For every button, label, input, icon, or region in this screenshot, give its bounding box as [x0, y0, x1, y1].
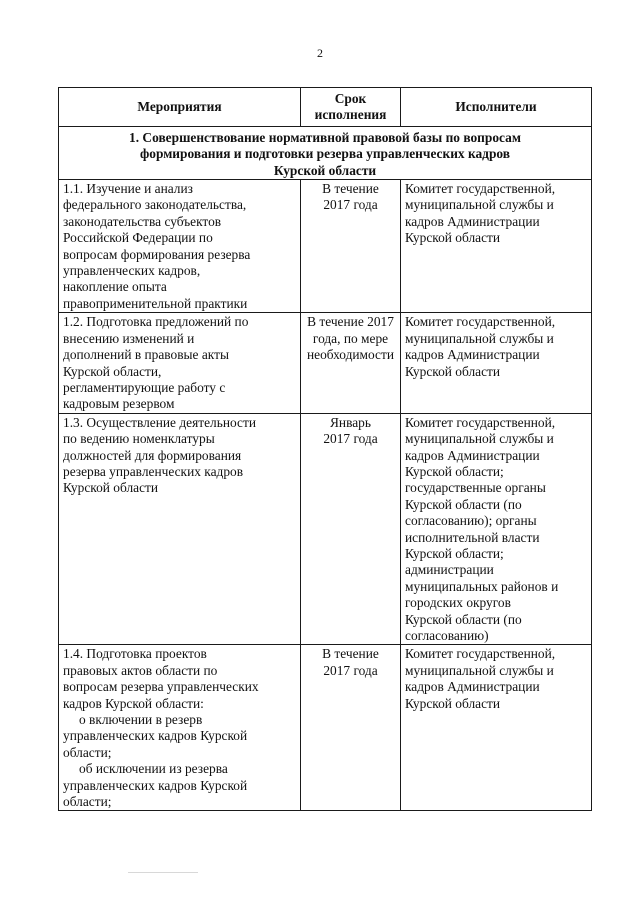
term-line: Январь	[330, 414, 371, 430]
activity-line: кадровым резервом	[63, 396, 175, 412]
activity-line: законодательства субъектов	[63, 213, 222, 229]
activity-subitem-line: управленческих кадров Курской	[63, 777, 248, 793]
executors-cell	[401, 645, 592, 811]
activity-line: внесению изменений и	[63, 330, 195, 346]
executor-line: государственные органы	[405, 480, 546, 496]
table-row	[59, 180, 592, 313]
activity-subitem-line: области;	[63, 744, 112, 760]
executors-cell	[401, 413, 592, 645]
executor-line: муниципальной службы и	[405, 197, 554, 213]
section-row	[59, 126, 592, 179]
executor-line: Комитет государственной,	[405, 646, 556, 662]
executor-line: кадров Администрации	[405, 447, 540, 463]
section-title-line2: формирования и подготовки резерва управленческих кадров	[139, 146, 510, 162]
section-title-line3: Курской области	[273, 162, 377, 178]
term-line: 2017 года	[323, 197, 378, 213]
term-line: года, по мере	[312, 330, 389, 346]
term-cell	[301, 313, 401, 413]
term-line: необходимости	[306, 347, 395, 363]
term-cell	[301, 645, 401, 811]
activity-line: регламентирующие работу с	[63, 379, 226, 395]
activity-line: кадров Курской области:	[63, 695, 204, 711]
executor-line: исполнительной власти	[405, 529, 540, 545]
page-number: 2	[317, 46, 323, 60]
executor-line: Комитет государственной,	[405, 181, 556, 197]
activities-table	[58, 87, 592, 811]
executor-line: администрации	[405, 562, 494, 578]
activity-line: Курской области,	[63, 363, 162, 379]
activity-subitem-line: управленческих кадров Курской	[63, 728, 248, 744]
executors-cell	[401, 313, 592, 413]
activity-line: управленческих кадров,	[63, 263, 201, 279]
section-title	[59, 126, 592, 179]
header-term	[301, 88, 401, 127]
executor-line: муниципальной службы и	[405, 662, 554, 678]
term-line: В течение	[322, 646, 379, 662]
activity-line: должностей для формирования	[63, 447, 242, 463]
header-term-line2: исполнения	[314, 107, 387, 123]
executor-line: муниципальной службы и	[405, 431, 554, 447]
term-line: 2017 года	[323, 662, 378, 678]
scan-mark	[128, 872, 198, 873]
activity-line: вопросам резерва управленческих	[63, 679, 259, 695]
term-line: В течение 2017	[307, 314, 394, 330]
activity-line: правоприменительной практики	[63, 295, 248, 311]
term-line: В течение	[322, 181, 379, 197]
header-executors: Исполнители	[401, 88, 592, 127]
executor-line: муниципальных районов и	[405, 578, 559, 594]
activity-line: дополнений в правовые акты	[63, 347, 229, 363]
term-line: 2017 года	[323, 431, 378, 447]
executor-line: Комитет государственной,	[405, 414, 556, 430]
executor-line: Курской области	[405, 230, 501, 246]
activity-cell	[59, 645, 301, 811]
activity-line: 1.4. Подготовка проектов	[63, 646, 207, 662]
activity-subitem-line: об исключении из резерва	[79, 761, 228, 777]
activity-line: накопление опыта	[63, 279, 167, 295]
section-title-line1: 1. Совершенствование нормативной правовой базы по вопросам	[129, 129, 521, 145]
activity-line: федерального законодательства,	[63, 197, 247, 213]
activity-cell	[59, 313, 301, 413]
header-term-line1: Срок	[334, 91, 367, 106]
activity-line: Курской области	[63, 480, 159, 496]
executor-line: муниципальной службы и	[405, 330, 554, 346]
executor-line: Курской области;	[405, 545, 504, 561]
executor-line: Курской области;	[405, 463, 504, 479]
executor-line: согласованию)	[405, 628, 489, 643]
activity-subitem-line: области;	[63, 794, 112, 810]
activity-line: резерва управленческих кадров	[63, 463, 244, 479]
table-row	[59, 645, 592, 811]
executor-line: Курской области	[405, 695, 501, 711]
term-cell	[301, 180, 401, 313]
activity-line: 1.2. Подготовка предложений по	[63, 314, 249, 330]
activity-cell	[59, 413, 301, 645]
executor-line: кадров Администрации	[405, 347, 540, 363]
executor-line: кадров Администрации	[405, 679, 540, 695]
executor-line: Комитет государственной,	[405, 314, 556, 330]
executor-line: городских округов	[405, 595, 511, 611]
executor-line: кадров Администрации	[405, 213, 540, 229]
activity-cell	[59, 180, 301, 313]
table-row	[59, 413, 592, 645]
table-header-row	[59, 88, 592, 127]
executors-cell	[401, 180, 592, 313]
header-activities: Мероприятия	[59, 88, 301, 127]
activity-line: по ведению номенклатуры	[63, 431, 215, 447]
executor-line: Курской области (по	[405, 611, 522, 627]
executor-line: Курской области (по	[405, 496, 522, 512]
activity-line: 1.3. Осуществление деятельности	[63, 414, 257, 430]
term-cell	[301, 413, 401, 645]
activity-line: Российской Федерации по	[63, 230, 213, 246]
activity-subitem-line: о включении в резерв	[79, 712, 203, 728]
table-row	[59, 313, 592, 413]
activity-line: правовых актов области по	[63, 662, 218, 678]
activity-line: вопросам формирования резерва	[63, 246, 251, 262]
executor-line: согласованию); органы	[405, 513, 537, 529]
executor-line: Курской области	[405, 363, 501, 379]
activity-line: 1.1. Изучение и анализ	[63, 181, 193, 197]
